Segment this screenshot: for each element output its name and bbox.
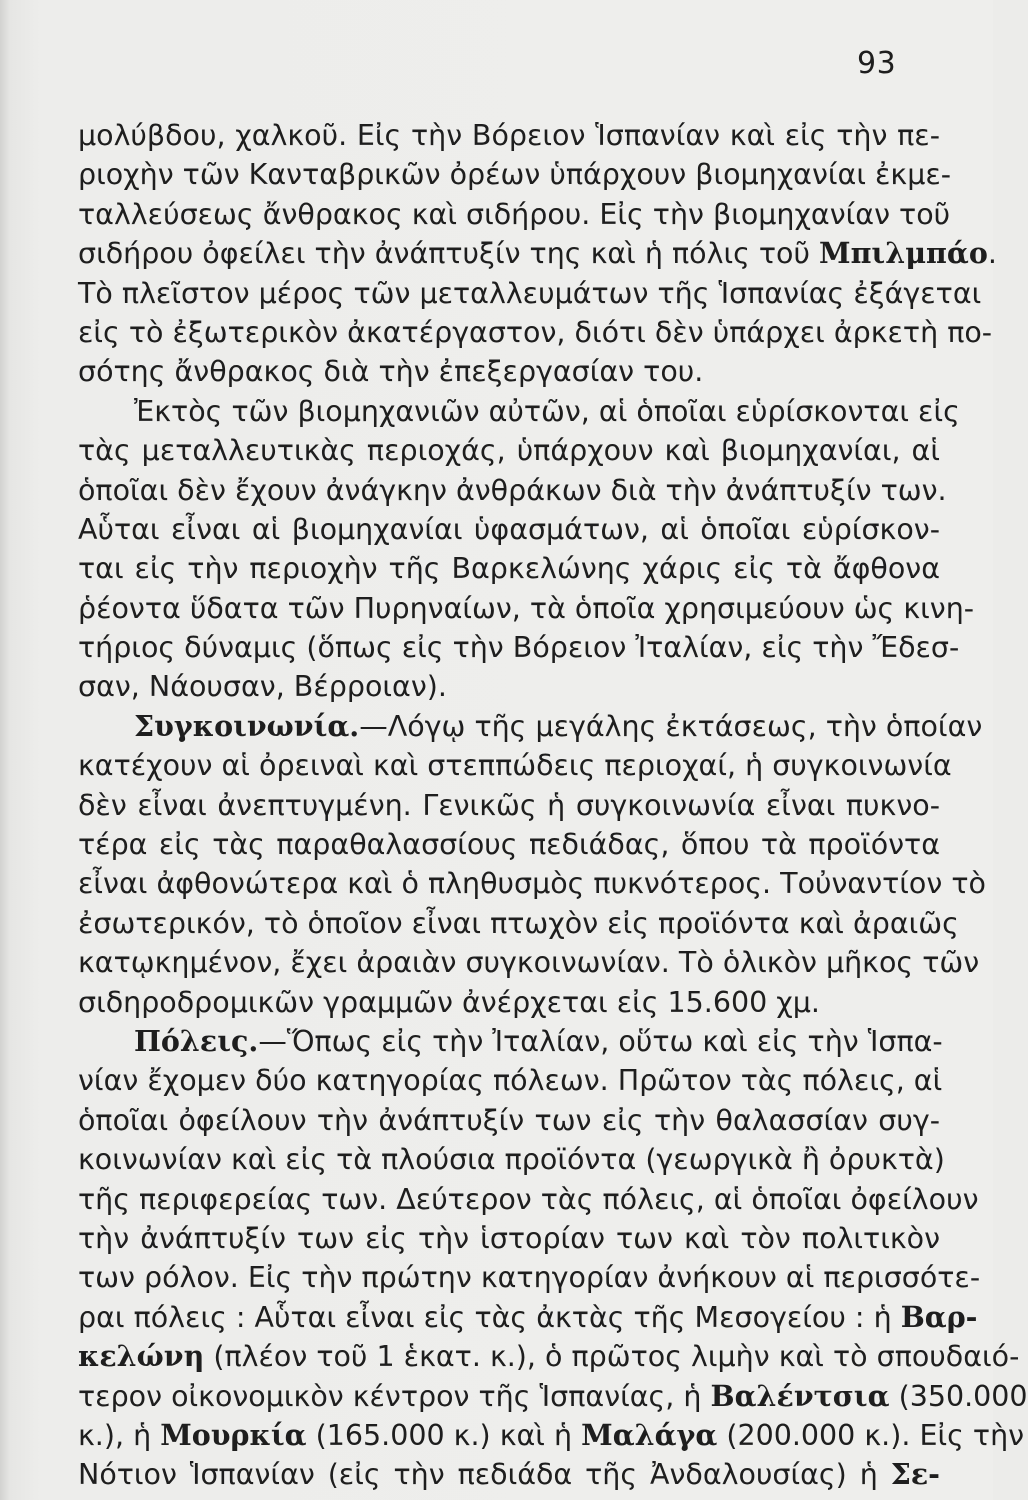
line-text: δὲν εἶναι ἀνεπτυγμένη. Γενικῶς ἡ συγκοινωνία εἶναι πυκνο- bbox=[78, 788, 940, 822]
line-text: ταλλεύσεως ἄνθρακος καὶ σιδήρου. Εἰς τὴν βιομηχανίαν τοῦ bbox=[78, 197, 951, 231]
line-text: τερον οἰκονομικὸν κέντρον τῆς Ἱσπανίας, ἡ bbox=[78, 1379, 711, 1413]
line-text: (350.000 bbox=[889, 1379, 1028, 1413]
bold-term: Μαλάγα bbox=[581, 1417, 718, 1452]
line-text: εἶναι ἀφθονώτερα καὶ ὁ πληθυσμὸς πυκνότερος. Τοὐναντίον τὸ bbox=[78, 867, 986, 901]
line-text: νίαν ἔχομεν δύο κατηγορίας πόλεων. Πρῶτον τὰς πόλεις, αἱ bbox=[78, 1064, 943, 1098]
text-line bbox=[78, 510, 940, 549]
line-text: εἰς τὸ ἐξωτερικὸν ἀκατέργαστον, διότι δὲν ὑπάρχει ἀρκετὴ πο- bbox=[78, 315, 993, 349]
text-line bbox=[78, 786, 940, 825]
text-line bbox=[78, 1140, 945, 1179]
line-text: κατῳκημένον, ἔχει ἀραιὰν συγκοινωνίαν. Τὸ ὁλικὸν μῆκος τῶν bbox=[78, 946, 980, 980]
text-line bbox=[78, 549, 940, 588]
line-text: σιδηροδρομικῶν γραμμῶν ἀνέρχεται εἰς 15.600 χμ. bbox=[78, 985, 820, 1019]
text-line bbox=[78, 746, 952, 785]
page-number: 93 bbox=[857, 46, 897, 81]
text-line bbox=[78, 352, 940, 391]
bold-term: Βαλέντσια bbox=[710, 1378, 890, 1413]
line-text: (200.000 κ.). Εἰς τὴν bbox=[717, 1418, 1025, 1452]
bold-term: Βαρ- bbox=[900, 1299, 978, 1334]
text-line bbox=[78, 274, 982, 313]
line-text: —Λόγῳ τῆς μεγάλης ἐκτάσεως, τὴν ὁποίαν bbox=[359, 709, 983, 743]
text-line bbox=[78, 983, 940, 1022]
text-line bbox=[78, 864, 986, 903]
line-text: σότης ἄνθρακος διὰ τὴν ἐπεξεργασίαν του. bbox=[78, 355, 704, 389]
bold-term: Μπιλμπάο bbox=[819, 236, 988, 271]
text-line bbox=[78, 155, 952, 194]
line-text: ῥέοντα ὕδατα τῶν Πυρηναίων, τὰ ὁποῖα χρησιμεύουν ὡς κινη- bbox=[78, 591, 975, 625]
line-text: . bbox=[987, 237, 997, 271]
text-line bbox=[78, 628, 960, 667]
text-line bbox=[78, 1455, 940, 1494]
text-line bbox=[78, 1180, 979, 1219]
text-line bbox=[78, 1416, 1025, 1455]
line-text: κοινωνίαν καὶ εἰς τὰ πλούσια προϊόντα (γεωργικὰ ἢ ὀρυκτὰ) bbox=[78, 1143, 945, 1177]
text-line bbox=[78, 589, 975, 628]
text-line bbox=[78, 313, 993, 352]
line-text: (165.000 κ.) καὶ ἡ bbox=[306, 1418, 582, 1452]
text-line bbox=[78, 667, 940, 706]
text-line bbox=[78, 1377, 1028, 1416]
line-text: μολύβδου, χαλκοῦ. Εἰς τὴν Βόρειον Ἱσπανίαν καὶ εἰς τὴν πε- bbox=[78, 119, 940, 152]
line-text: τήριος δύναμις (ὅπως εἰς τὴν Βόρειον Ἰταλίαν, εἰς τὴν Ἔδεσ- bbox=[78, 631, 960, 665]
bold-term: Σε- bbox=[890, 1457, 940, 1492]
line-text: ὁποῖαι δὲν ἔχουν ἀνάγκην ἀνθράκων διὰ τὴν ἀνάπτυξίν των. bbox=[78, 473, 947, 507]
text-line bbox=[78, 1022, 943, 1061]
text-line bbox=[78, 1258, 981, 1297]
text-line bbox=[78, 1061, 943, 1100]
line-text: ται εἰς τὴν περιοχὴν τῆς Βαρκελώνης χάρις εἰς τὰ ἄφθονα bbox=[78, 552, 940, 586]
text-line bbox=[78, 392, 960, 431]
text-line bbox=[78, 825, 940, 864]
line-text: κατέχουν αἱ ὀρειναὶ καὶ στεππώδεις περιοχαί, ἡ συγκοινωνία bbox=[78, 749, 952, 783]
text-line bbox=[78, 1337, 1020, 1376]
text-line bbox=[78, 707, 983, 746]
line-text: τέρα εἰς τὰς παραθαλασσίους πεδιάδας, ὅπου τὰ προϊόντα bbox=[78, 828, 940, 862]
text-line bbox=[78, 116, 940, 155]
line-text: σαν, Νάουσαν, Βέρροιαν). bbox=[78, 670, 447, 704]
line-text: ριοχὴν τῶν Κανταβρικῶν ὀρέων ὑπάρχουν βιομηχανίαι ἐκμε- bbox=[78, 158, 952, 192]
line-text: Νότιον Ἱσπανίαν (εἰς τὴν πεδιάδα τῆς Ἀνδαλουσίας) ἡ bbox=[78, 1458, 891, 1492]
text-line bbox=[78, 471, 947, 510]
text-line bbox=[78, 1298, 978, 1337]
text-line bbox=[78, 431, 940, 470]
line-text: τῆς περιφερείας των. Δεύτερον τὰς πόλεις, αἱ ὁποῖαι ὀφείλουν bbox=[78, 1182, 979, 1216]
line-text: Ἐκτὸς τῶν βιομηχανιῶν αὐτῶν, αἱ ὁποῖαι εὑρίσκονται εἰς bbox=[134, 394, 960, 428]
line-text: ἐσωτερικόν, τὸ ὁποῖον εἶναι πτωχὸν εἰς προϊόντα καὶ ἀραιῶς bbox=[78, 906, 959, 940]
bold-term: Πόλεις. bbox=[134, 1023, 259, 1058]
line-text: ραι πόλεις : Αὗται εἶναι εἰς τὰς ἀκτὰς τῆς Μεσογείου : ἡ bbox=[78, 1300, 901, 1334]
text-line bbox=[78, 1219, 940, 1258]
line-text: σιδήρου ὀφείλει τὴν ἀνάπτυξίν της καὶ ἡ πόλις τοῦ bbox=[78, 237, 820, 271]
bold-term: Μουρκία bbox=[160, 1417, 307, 1452]
text-line bbox=[78, 943, 980, 982]
line-text: —Ὅπως εἰς τὴν Ἰταλίαν, οὕτω καὶ εἰς τὴν Ἱσπα- bbox=[258, 1024, 943, 1058]
line-text: ὁποῖαι ὀφείλουν τὴν ἀνάπτυξίν των εἰς τὴν θαλασσίαν συγ- bbox=[78, 1103, 940, 1137]
line-text: (πλέον τοῦ 1 ἑκατ. κ.), ὁ πρῶτος λιμὴν καὶ τὸ σπουδαιό- bbox=[204, 1340, 1020, 1374]
text-line bbox=[78, 1101, 940, 1140]
bold-term: κελώνη bbox=[78, 1339, 205, 1374]
body-text bbox=[78, 116, 1028, 1495]
text-line bbox=[78, 234, 997, 273]
line-text: τὴν ἀνάπτυξίν των εἰς τὴν ἱστορίαν των καὶ τὸν πολιτικὸν bbox=[78, 1221, 940, 1255]
line-text: των ρόλον. Εἰς τὴν πρώτην κατηγορίαν ἀνήκουν αἱ περισσότε- bbox=[78, 1261, 981, 1295]
bold-term: Συγκοινωνία. bbox=[134, 708, 360, 743]
line-text: Τὸ πλεῖστον μέρος τῶν μεταλλευμάτων τῆς Ἱσπανίας ἐξάγεται bbox=[78, 276, 982, 310]
line-text: τὰς μεταλλευτικὰς περιοχάς, ὑπάρχουν καὶ βιομηχανίαι, αἱ bbox=[78, 434, 940, 468]
line-text: Αὗται εἶναι αἱ βιομηχανίαι ὑφασμάτων, αἱ ὁποῖαι εὑρίσκον- bbox=[78, 512, 940, 546]
text-line bbox=[78, 195, 951, 234]
text-line bbox=[78, 904, 959, 943]
line-text: κ.), ἡ bbox=[78, 1418, 161, 1452]
